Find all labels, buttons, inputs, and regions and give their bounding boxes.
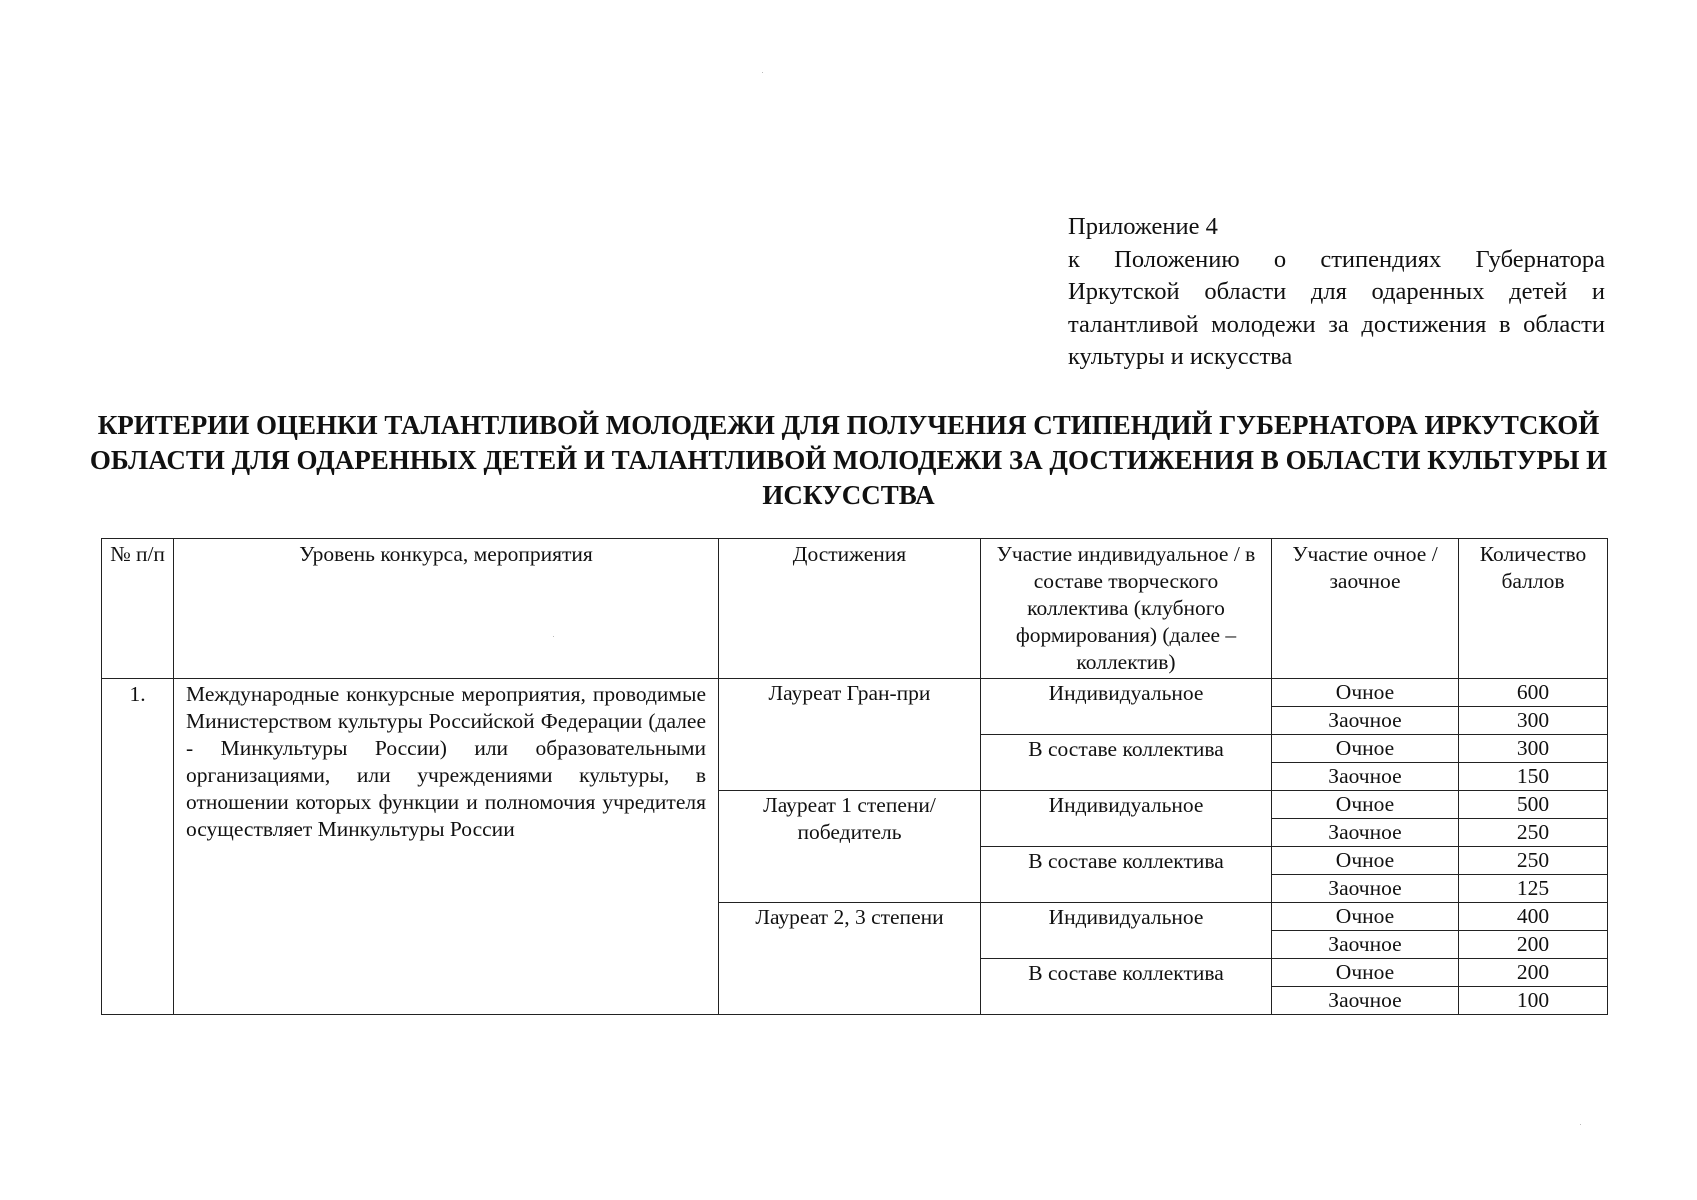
appendix-number: Приложение 4 <box>1068 213 1218 240</box>
achievement-cell: Лауреат 1 степени/ победитель <box>719 791 981 903</box>
points-cell: 600 <box>1459 679 1608 707</box>
appendix-reference: к Положению о стипендиях Губернатора Иркутской области для одаренных детей и талантливой молодежи за достижения в области культуры и искусства <box>1068 245 1605 370</box>
points-cell: 250 <box>1459 819 1608 847</box>
scan-speck <box>553 636 554 637</box>
participation-type-cell: В составе коллектива <box>981 735 1272 791</box>
participation-type-cell: Индивидуальное <box>981 791 1272 847</box>
participation-type-cell: Индивидуальное <box>981 903 1272 959</box>
participation-mode-cell: Заочное <box>1272 931 1459 959</box>
header-participation-mode: Участие очное / заочное <box>1272 539 1459 679</box>
participation-mode-cell: Очное <box>1272 791 1459 819</box>
document-title: КРИТЕРИИ ОЦЕНКИ ТАЛАНТЛИВОЙ МОЛОДЕЖИ ДЛЯ ПОЛУЧЕНИЯ СТИПЕНДИЙ ГУБЕРНАТОРА ИРКУТСКОЙ ОБЛАСТИ ДЛЯ ОДАРЕННЫХ ДЕТЕЙ И ТАЛАНТЛИВОЙ МОЛОДЕЖИ ЗА ДОСТИЖЕНИЯ В ОБЛАСТИ КУЛЬТУРЫ И ИСКУССТВА <box>89 410 1608 510</box>
participation-type-cell: В составе коллектива <box>981 847 1272 903</box>
points-cell: 300 <box>1459 707 1608 735</box>
appendix-block <box>1068 211 1605 374</box>
header-level: Уровень конкурса, мероприятия <box>174 539 719 679</box>
participation-mode-cell: Заочное <box>1272 763 1459 791</box>
points-cell: 100 <box>1459 987 1608 1015</box>
points-cell: 200 <box>1459 959 1608 987</box>
participation-type-cell: В составе коллектива <box>981 959 1272 1015</box>
points-cell: 200 <box>1459 931 1608 959</box>
participation-mode-cell: Очное <box>1272 679 1459 707</box>
achievement-cell: Лауреат Гран-при <box>719 679 981 791</box>
competition-level: Международные конкурсные мероприятия, проводимые Министерством культуры Российской Федерации (далее - Минкультуры России) или образовательными организациями, или учреждениями культуры, в отношении которых функции и полномочия учредителя осуществляет Минкультуры России <box>174 679 719 1015</box>
participation-mode-cell: Очное <box>1272 847 1459 875</box>
points-cell: 500 <box>1459 791 1608 819</box>
points-cell: 250 <box>1459 847 1608 875</box>
participation-mode-cell: Очное <box>1272 735 1459 763</box>
participation-type-cell: Индивидуальное <box>981 679 1272 735</box>
scan-speck <box>1580 1124 1581 1125</box>
header-number: № п/п <box>102 539 174 679</box>
participation-mode-cell: Заочное <box>1272 875 1459 903</box>
table-row <box>102 679 1608 707</box>
header-achievements: Достижения <box>719 539 981 679</box>
points-cell: 125 <box>1459 875 1608 903</box>
participation-mode-cell: Очное <box>1272 903 1459 931</box>
achievement-cell: Лауреат 2, 3 степени <box>719 903 981 1015</box>
table-header-row <box>102 539 1608 679</box>
participation-mode-cell: Заочное <box>1272 819 1459 847</box>
scan-speck <box>762 72 763 73</box>
points-cell: 150 <box>1459 763 1608 791</box>
participation-mode-cell: Заочное <box>1272 707 1459 735</box>
criteria-table <box>101 538 1608 1015</box>
header-participation-type: Участие индивидуальное / в составе творческого коллектива (клубного формирования) (далее – коллектив) <box>981 539 1272 679</box>
row-number: 1. <box>102 679 174 1015</box>
header-points: Количество баллов <box>1459 539 1608 679</box>
participation-mode-cell: Очное <box>1272 959 1459 987</box>
participation-mode-cell: Заочное <box>1272 987 1459 1015</box>
points-cell: 400 <box>1459 903 1608 931</box>
points-cell: 300 <box>1459 735 1608 763</box>
